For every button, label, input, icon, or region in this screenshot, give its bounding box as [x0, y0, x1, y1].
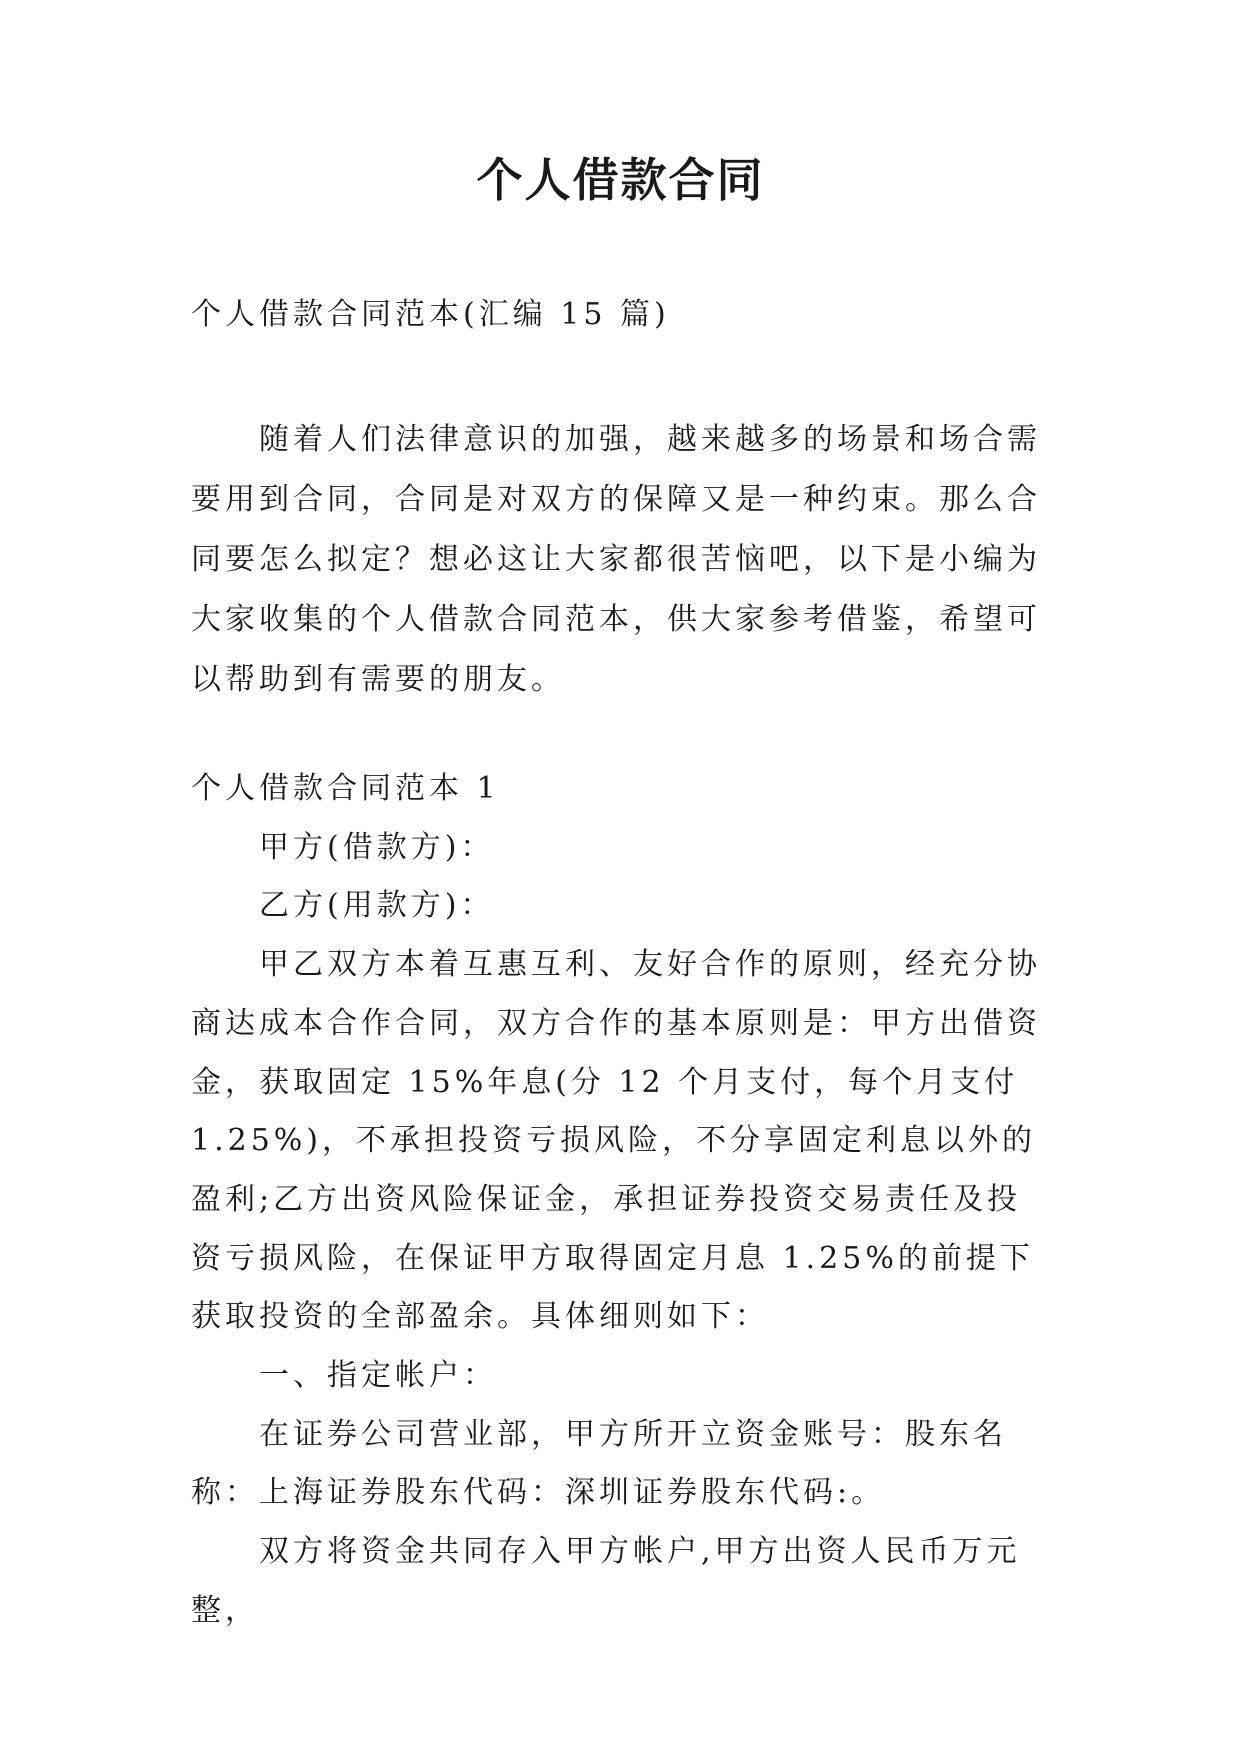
document-subtitle: 个人借款合同范本(汇编 15 篇): [191, 297, 670, 332]
party-a-line: 甲方(借款方)：: [259, 829, 495, 865]
document-title: 个人借款合同: [476, 153, 765, 207]
section-heading: 个人借款合同范本 1: [191, 771, 500, 806]
party-b-line: 乙方(用款方)：: [259, 888, 495, 924]
clause-1-funds-paragraph: 双方将资金共同存入甲方帐户,甲方出资人民币万元整，: [191, 1534, 1021, 1628]
clause-1-heading: 一、指定帐户：: [259, 1358, 497, 1394]
principle-paragraph: 甲乙双方本着互惠互利、友好合作的原则，经充分协商达成本合作合同，双方合作的基本原则是：甲方出借资金，获取固定 15%年息(分 12 个月支付，每个月支付 1.25%)，不承担投资亏损风险，不分享固定利息以外的盈利;乙方出资风险保证金，承担证券投资交易责任及投资亏损风险，在保证甲方取得固定月息 1.25%的前提下获取投资的全部盈余。具体细则如下：: [191, 947, 1041, 1335]
intro-paragraph: 随着人们法律意识的加强，越来越多的场景和场合需要用到合同，合同是对双方的保障又是一种约束。那么合同要怎么拟定？想必这让大家都很苦恼吧，以下是小编为大家收集的个人借款合同范本，供大家参考借鉴，希望可以帮助到有需要的朋友。: [191, 422, 1041, 697]
clause-1-paragraph: 在证券公司营业部，甲方所开立资金账号：股东名称：上海证券股东代码：深圳证券股东代码:。: [191, 1416, 1007, 1511]
contract-section-1: [191, 760, 1051, 1641]
